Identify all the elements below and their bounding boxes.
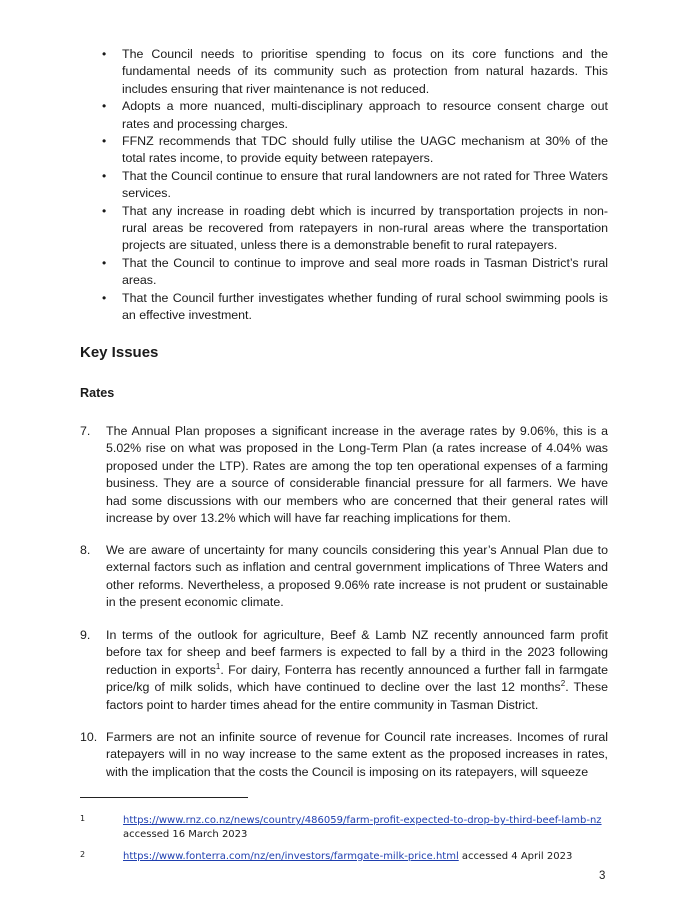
- list-item: [80, 46, 608, 98]
- list-item: [80, 203, 608, 255]
- list-item-text: That the Council further investigates whether funding of rural school swimming pools is an effective investment.: [122, 290, 608, 323]
- paragraph-number: 10.: [80, 730, 98, 744]
- list-item: [80, 255, 608, 290]
- footnote-link[interactable]: https://www.fonterra.com/nz/en/investors/farmgate-milk-price.html: [123, 851, 459, 862]
- paragraph-number: 7.: [80, 424, 91, 438]
- bullet-icon: •: [102, 203, 107, 218]
- list-item: [80, 133, 608, 168]
- list-item: [80, 290, 608, 325]
- footnote-access-date: accessed 4 April 2023: [458, 851, 573, 862]
- numbered-paragraph-9: [80, 627, 608, 714]
- bullet-icon: •: [102, 168, 107, 183]
- footnote-number: 2: [80, 850, 86, 859]
- list-item-text: That the Council to continue to improve and seal more roads in Tasman District’s rural areas.: [122, 255, 608, 288]
- paragraph-number: 9.: [80, 628, 91, 642]
- bullet-icon: •: [102, 99, 107, 114]
- numbered-paragraph-10: [80, 729, 608, 781]
- paragraph-text: [106, 627, 608, 714]
- paragraph-text: The Annual Plan proposes a significant increase in the average rates by 9.06%, this is a 5.02% rise on what was proposed in the Long-Term Plan (a rates increase of 4.04% was proposed under the LTP). Rates are among the top ten operational expenses of a farming business. They are a source of considerable financial pressure for all farmers. We have had some discussions with our members who are concerned that their general rates will increase by over 13.2% which will have far reaching implications for them.: [106, 424, 608, 526]
- list-item-text: Adopts a more nuanced, multi-disciplinary approach to resource consent charge out rates and processing charges.: [122, 99, 608, 131]
- page-number: 3: [599, 870, 606, 882]
- list-item-text: That any increase in roading debt which is incurred by transportation projects in non-rural areas be recovered from ratepayers in non-rural areas where the transportation projects are situated, unless there is a demonstrable benefit to rural ratepayers.: [122, 203, 608, 253]
- footnote-ref[interactable]: 1: [215, 661, 221, 671]
- paragraph-text-part: . These factors point to harder times ahead for the entire community in Tasman District.: [106, 680, 608, 712]
- list-item-text: FFNZ recommends that TDC should fully utilise the UAGC mechanism at 30% of the total rates income, to provide equity between ratepayers.: [122, 134, 608, 166]
- footnote-link[interactable]: https://www.rnz.co.nz/news/country/486059/farm-profit-expected-to-drop-by-third-beef-lamb-nz: [123, 815, 602, 826]
- section-heading-key-issues: Key Issues: [80, 344, 159, 361]
- list-item-text: That the Council continue to ensure that rural landowners are not rated for Three Waters services.: [122, 168, 608, 201]
- footnote-text: [123, 850, 608, 864]
- bullet-icon: •: [102, 255, 107, 270]
- footnote-2: [80, 850, 608, 864]
- bullet-icon: •: [102, 290, 107, 305]
- bullet-icon: •: [102, 134, 107, 149]
- footnote-access-date: accessed 16 March 2023: [123, 829, 248, 840]
- paragraph-text-part: In terms of the outlook for agriculture, Beef & Lamb NZ recently announced farm profit before tax for sheep and beef farmers is expected to fall by a third in the 2023 following reduction in exports: [106, 628, 608, 677]
- paragraph-text: We are aware of uncertainty for many councils considering this year’s Annual Plan due to external factors such as inflation and central government implications of Three Waters and other reforms. Nevertheless, a proposed 9.06% rate increase is not prudent or sustainable in the present economic climate.: [106, 543, 608, 610]
- subheading-rates: Rates: [80, 386, 115, 400]
- footnote-1: [80, 814, 608, 842]
- paragraph-text: Farmers are not an infinite source of revenue for Council rate increases. Incomes of rural ratepayers will in no way increase to the same extent as the proposed increases in rates, with the implication that the costs the Council is imposing on its ratepayers, will squeeze: [106, 730, 608, 779]
- numbered-paragraph-8: [80, 542, 608, 612]
- list-item-text: The Council needs to prioritise spending to focus on its core functions and the fundamental needs of its community such as protection from natural hazards. This includes ensuring that river maintenance is not reduced.: [122, 47, 608, 96]
- numbered-paragraph-7: [80, 423, 608, 527]
- footnote-number: 1: [80, 814, 86, 823]
- paragraph-number: 8.: [80, 543, 91, 557]
- footnote-text: [123, 814, 608, 842]
- footnote-ref[interactable]: 2: [560, 679, 566, 689]
- footnote-divider: [80, 797, 248, 798]
- bullet-icon: •: [102, 47, 107, 61]
- list-item: [80, 98, 608, 133]
- recommendations-list: [80, 46, 608, 325]
- list-item: [80, 168, 608, 203]
- paragraph-text-part: . For dairy, Fonterra has recently announced a further fall in farmgate price/kg of milk solids, which have continued to decline over the last 12 months: [106, 662, 609, 695]
